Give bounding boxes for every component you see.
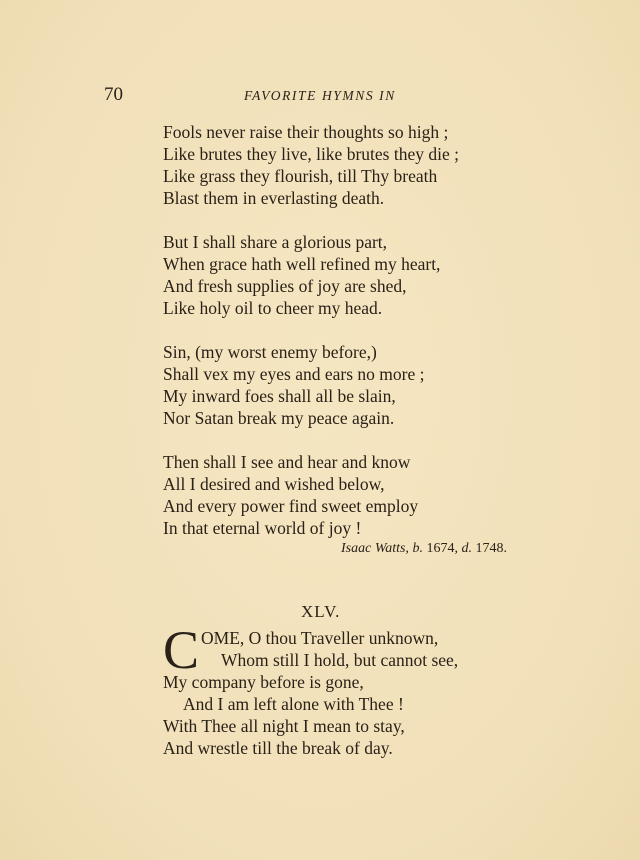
verse-line: But I shall share a glorious part,: [163, 232, 388, 252]
verse-line: And wrestle till the break of day.: [163, 738, 393, 758]
stanza-1: [163, 121, 459, 209]
born-label: b.: [412, 541, 423, 556]
running-head: FAVORITE HYMNS IN: [244, 88, 396, 103]
died-year: 1748.: [475, 541, 507, 556]
hymn-number: XLV.: [301, 602, 341, 621]
verse-line: Nor Satan break my peace again.: [163, 408, 395, 428]
verse-line: My company before is gone,: [163, 672, 364, 692]
verse-line: With Thee all night I mean to stay,: [163, 716, 405, 736]
verse-line: All I desired and wished below,: [163, 474, 385, 494]
verse-line: And every power find sweet employ: [163, 496, 419, 516]
page-number: 70: [104, 84, 123, 105]
verse-line: When grace hath well refined my heart,: [163, 254, 441, 274]
verse-line: In that eternal world of joy !: [163, 518, 362, 538]
verse-line: And I am left alone with Thee !: [183, 694, 404, 714]
author-name: Isaac Watts,: [341, 541, 409, 556]
verse-line: Like grass they flourish, till Thy breath: [163, 166, 438, 186]
verse-line: Like holy oil to cheer my head.: [163, 298, 383, 318]
drop-cap: C: [163, 620, 200, 680]
verse-line: Like brutes they live, like brutes they die ;: [163, 144, 459, 164]
attribution: [341, 541, 507, 557]
verse-line: Sin, (my worst enemy before,): [163, 342, 377, 362]
stanza-2: [163, 231, 440, 319]
verse-line: And fresh supplies of joy are shed,: [163, 276, 407, 296]
verse-line: My inward foes shall all be slain,: [163, 386, 396, 406]
hymn-xlv: [163, 620, 523, 759]
born-year: 1674,: [426, 541, 458, 556]
verse-line-first: OME, O thou Traveller unknown,: [201, 628, 439, 648]
stanza-4: [163, 451, 418, 539]
verse-line: Blast them in everlasting death.: [163, 188, 385, 208]
verse-line: Shall vex my eyes and ears no more ;: [163, 364, 425, 384]
died-label: d.: [461, 541, 472, 556]
stanza-3: [163, 341, 424, 429]
verse-line: Then shall I see and hear and know: [163, 452, 411, 472]
verse-line: Whom still I hold, but cannot see,: [221, 650, 459, 670]
verse-line: Fools never raise their thoughts so high ;: [163, 122, 449, 142]
